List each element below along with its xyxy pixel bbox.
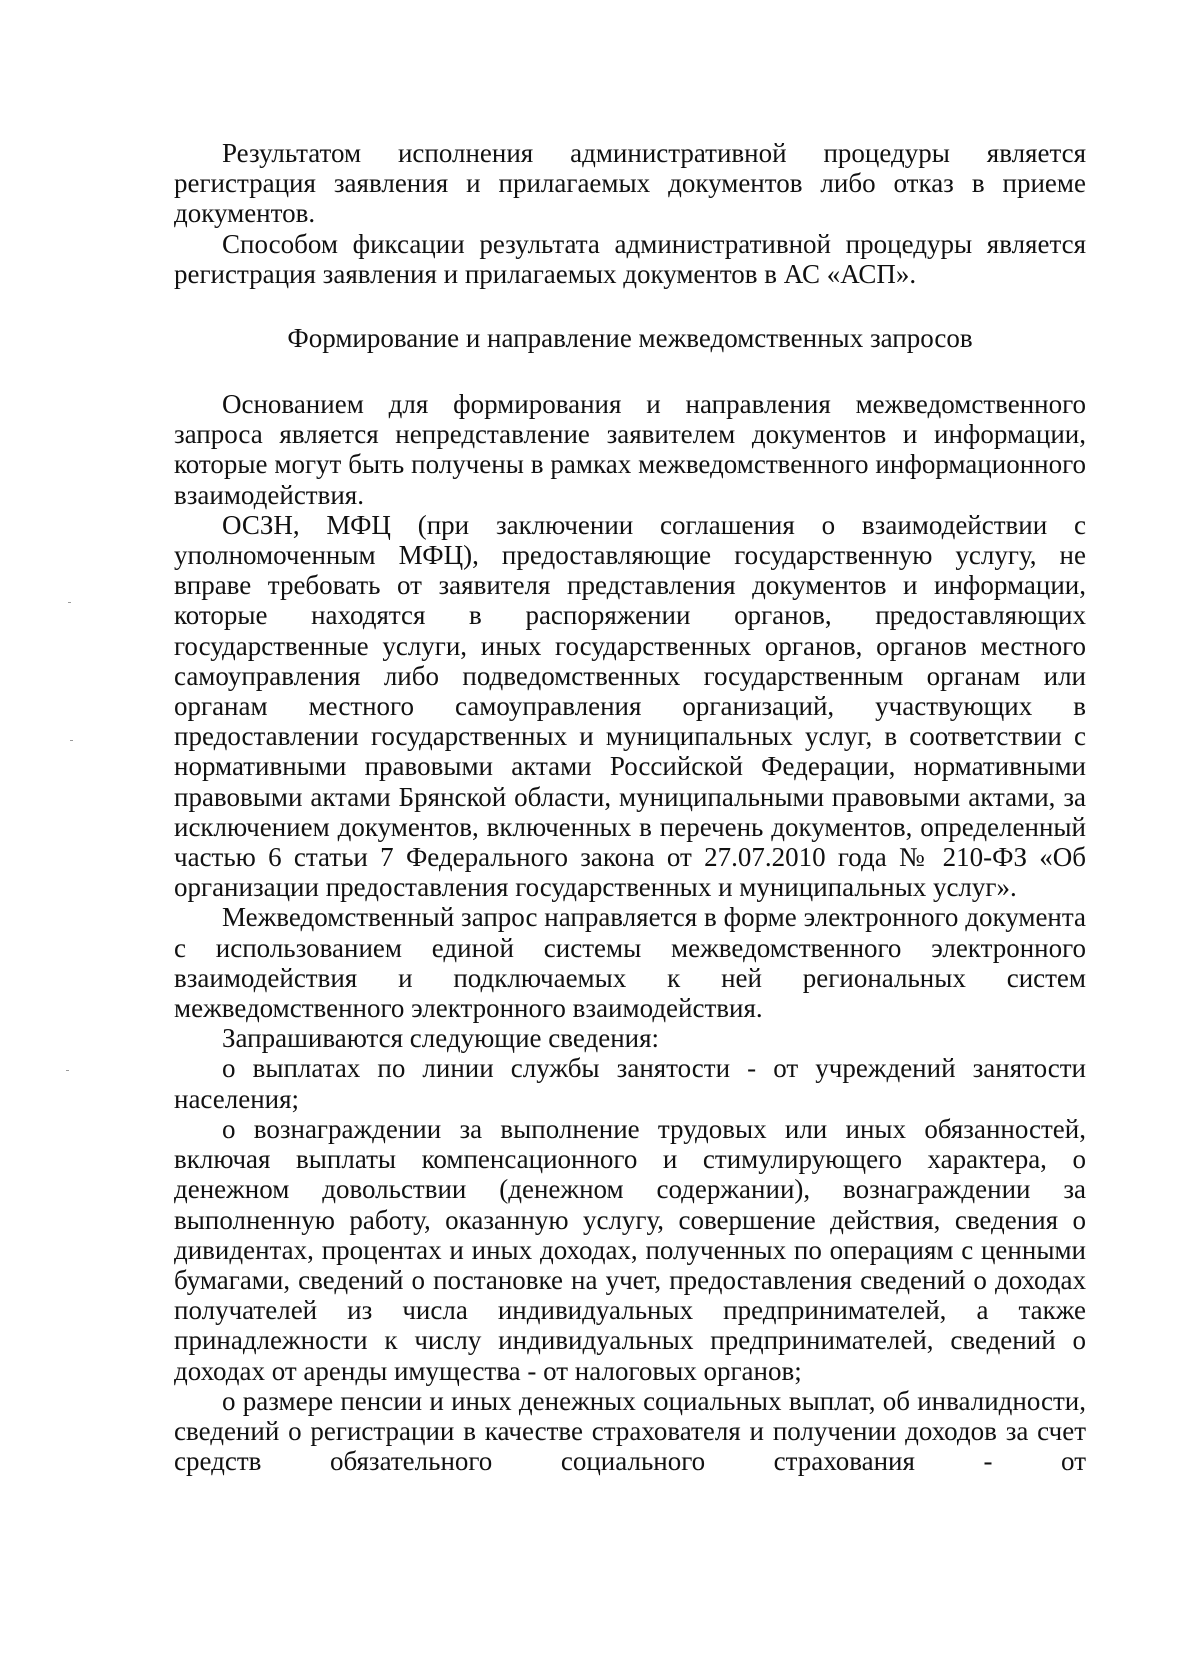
paragraph-requested-info: Запрашиваются следующие сведения: (222, 1023, 660, 1054)
paragraph-interagency-request: Межведомственный запрос направляется в форме электронного документа с использованием единой системы межведомственного электронного взаимодействия и подключаемых к ней региональных систем межведомственного электронного взаимодействия. (174, 902, 1086, 1024)
list-item-pension: о размере пенсии и иных денежных социальных выплат, об инвалидности, сведений о регистрации в качестве страхователя и получении доходов за счет средств обязательного социального страхования - от (174, 1385, 1086, 1477)
document-page (174, 138, 1086, 1476)
paragraph-basis: Основанием для формирования и направления межведомственного запроса является непредставление заявителем документов и информации, которые могут быть получены в рамках межведомственного информационного взаимодействия. (174, 389, 1086, 510)
paragraph-result: Результатом исполнения административной процедуры является регистрация заявления и прилагаемых документов либо отказ в приеме документов. (174, 138, 1086, 229)
list-item-tax: о вознаграждении за выполнение трудовых или иных обязанностей, включая выплаты компенсационного и стимулирующего характера, о денежном довольствии (денежном содержании), вознаграждении за выполненную работу, оказанную услугу, совершение действия, сведения о дивидентах, процентах и иных доходах, полученных по операциям с ценными бумагами, сведений о постановке на учет, предоставления сведений о доходах получателей из числа индивидуальных предпринимателей, а также принадлежности к числу индивидуальных предпринимателей, сведений о доходах от аренды имущества - от налоговых органов; (174, 1113, 1086, 1386)
section-heading: Формирование и направление межведомственных запросов (287, 323, 973, 354)
paragraph-oszn-mfc: ОСЗН, МФЦ (при заключении соглашения о взаимодействии с уполномоченным МФЦ), предоставляющие государственную услугу, не вправе требовать от заявителя представления документов и информации, которые находятся в распоряжении органов, предоставляющих государственные услуги, иных государственных органов, органов местного самоуправления либо подведомственных государственным органам или органам местного самоуправления организаций, участвующих в предоставлении государственных и муниципальных услуг, в соответствии с нормативными правовыми актами Российской Федерации, нормативными правовыми актами Брянской области, муниципальными правовыми актами, за исключением документов, включенных в перечень документов, определенный частью 6 статьи 7 Федерального закона от 27.07.2010 года № 210-ФЗ «Об организации предоставления государственных и муниципальных услуг». (174, 509, 1086, 903)
paragraph-fixation: Способом фиксации результата административной процедуры является регистрация заявления и прилагаемых документов в АС «АСП». (174, 228, 1086, 289)
list-item-employment: о выплатах по линии службы занятости - от учреждений занятости населения; (174, 1053, 1086, 1114)
